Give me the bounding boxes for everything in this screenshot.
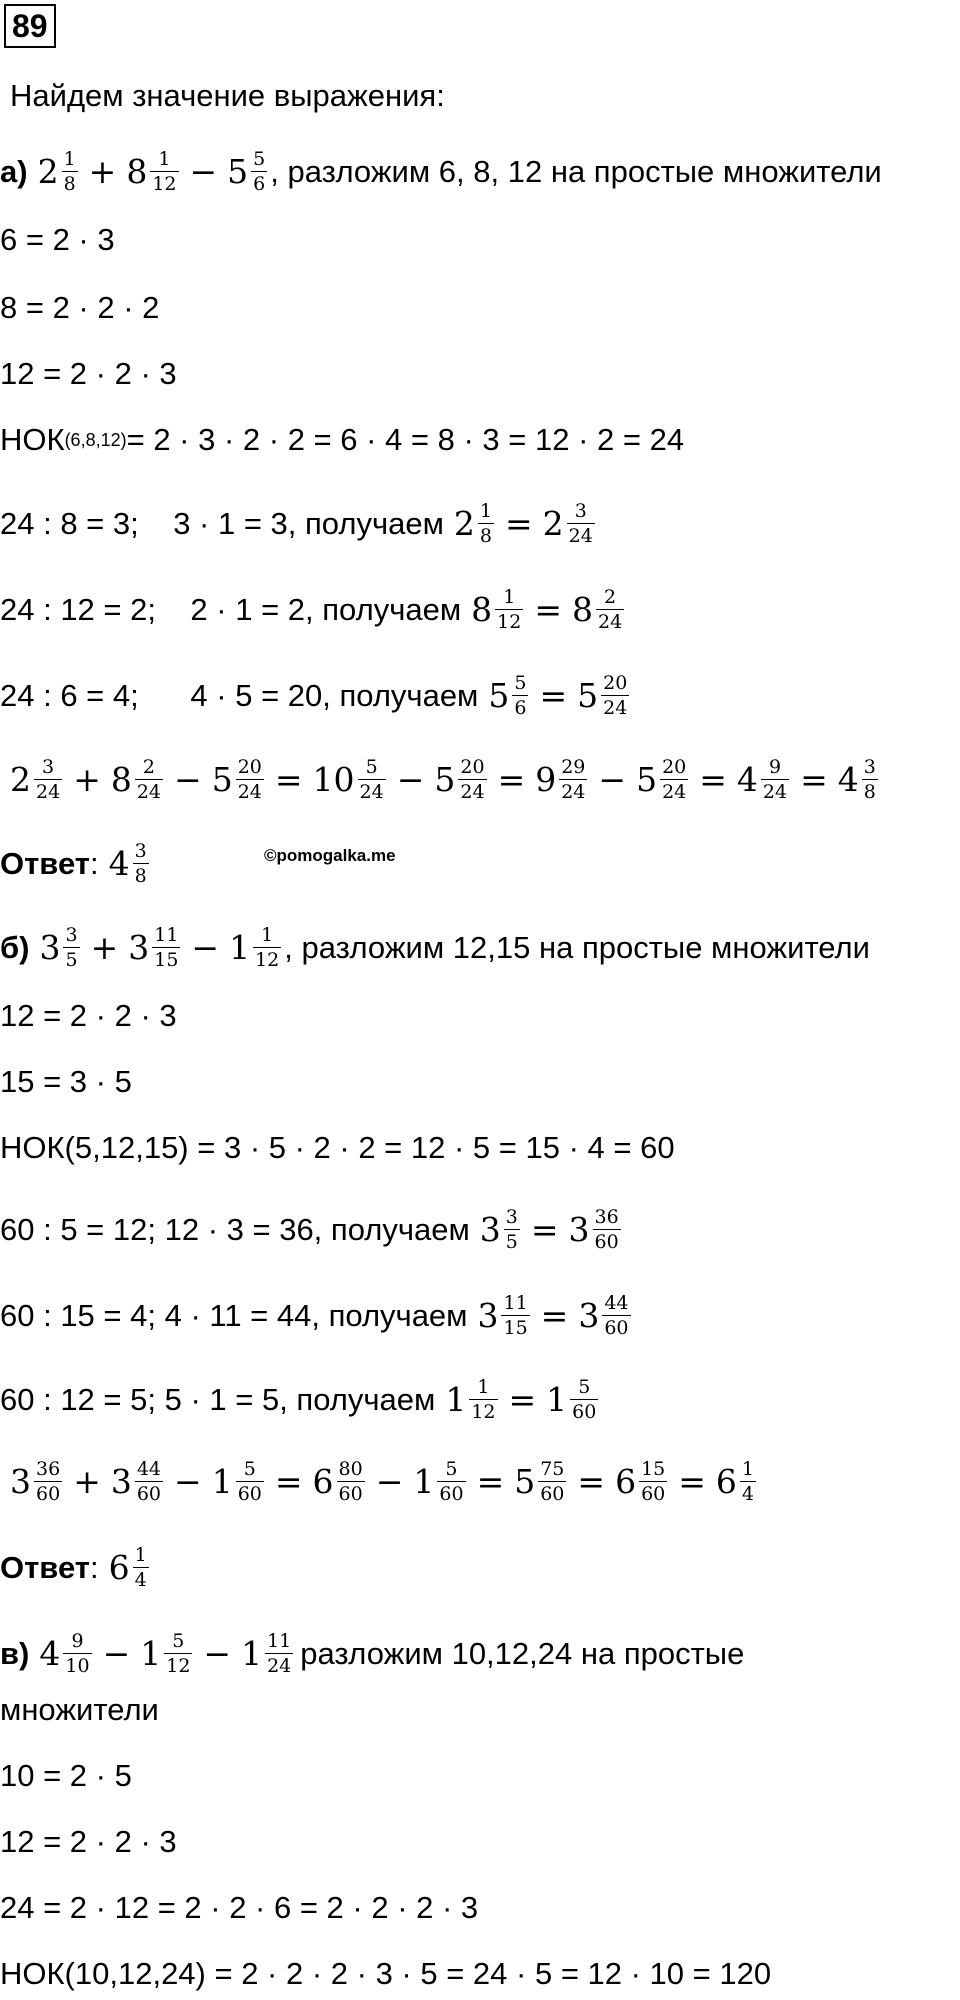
operator: − bbox=[598, 760, 627, 799]
part-a-factor-8: 8 = 2 · 2 · 2 bbox=[0, 290, 160, 325]
denominator: 24 bbox=[568, 525, 593, 547]
mixed-number bbox=[541, 502, 598, 546]
numerator: 1 bbox=[158, 148, 171, 170]
fraction bbox=[358, 758, 386, 802]
part-c-statement bbox=[0, 1632, 744, 1676]
mixed-number bbox=[37, 926, 82, 970]
fraction bbox=[265, 1632, 293, 1676]
mixed-number bbox=[452, 502, 497, 546]
part-a-step-2 bbox=[0, 588, 627, 632]
whole-part: 2 bbox=[10, 760, 31, 799]
part-c-factor-12: 12 = 2 · 2 · 3 bbox=[0, 1824, 177, 1859]
whole-part: 4 bbox=[736, 760, 758, 799]
part-b-expression bbox=[37, 926, 284, 970]
mixed-number bbox=[512, 1460, 569, 1504]
mixed-number bbox=[138, 1632, 195, 1676]
mixed-number bbox=[411, 1460, 468, 1504]
part-a-step-1 bbox=[0, 502, 598, 546]
mixed-number bbox=[109, 758, 166, 802]
whole-part: 6 bbox=[715, 1462, 737, 1501]
denominator: 5 bbox=[505, 1231, 518, 1253]
operator: = bbox=[539, 676, 568, 715]
part-b-lcm: НОК(5,12,15) = 3 · 5 · 2 · 2 = 12 · 5 = 15 · 4 = 60 bbox=[0, 1130, 675, 1165]
operator: = bbox=[577, 1462, 606, 1501]
numerator: 1 bbox=[63, 148, 76, 170]
part-c-expression bbox=[37, 1632, 296, 1676]
mixed-number bbox=[8, 1460, 65, 1504]
step-math bbox=[443, 1378, 601, 1422]
operator: = bbox=[800, 760, 828, 799]
whole-part: 6 bbox=[108, 1548, 130, 1587]
fraction bbox=[34, 1460, 62, 1504]
whole-part: 1 bbox=[413, 1462, 435, 1501]
fraction bbox=[34, 758, 62, 802]
mixed-number bbox=[126, 926, 183, 970]
denominator: 60 bbox=[439, 1483, 464, 1505]
denominator: 8 bbox=[863, 781, 876, 803]
step-text: 60 : 15 = 4; 4 · 11 = 44, получаем bbox=[0, 1298, 468, 1333]
watermark: ©pomogalka.me bbox=[264, 846, 396, 865]
whole-part: 6 bbox=[312, 1462, 334, 1501]
operator: = bbox=[497, 760, 526, 799]
whole-part: 3 bbox=[39, 928, 61, 967]
fraction bbox=[593, 1208, 621, 1252]
operator: = bbox=[508, 1380, 537, 1419]
numerator: 11 bbox=[154, 924, 179, 946]
part-c-label: в) bbox=[0, 1636, 30, 1671]
fraction bbox=[236, 758, 264, 802]
numerator: 3 bbox=[863, 756, 876, 778]
numerator: 5 bbox=[253, 148, 266, 170]
mixed-number bbox=[432, 758, 489, 802]
whole-part: 5 bbox=[514, 1462, 536, 1501]
fraction bbox=[601, 674, 629, 718]
numerator: 5 bbox=[578, 1376, 591, 1398]
denominator: 12 bbox=[166, 1655, 191, 1677]
fraction bbox=[253, 926, 281, 970]
numerator: 5 bbox=[365, 756, 378, 778]
whole-part: 8 bbox=[571, 590, 593, 629]
whole-part: 3 bbox=[110, 1462, 132, 1501]
part-b-step-1 bbox=[0, 1208, 624, 1252]
numerator: 1 bbox=[741, 1458, 754, 1480]
fraction bbox=[63, 1632, 91, 1676]
operator: − bbox=[189, 152, 218, 191]
denominator: 8 bbox=[134, 865, 147, 887]
part-b-factor-15: 15 = 3 · 5 bbox=[0, 1064, 132, 1099]
part-a-lcm bbox=[0, 420, 684, 460]
part-c-lcm: НОК(10,12,24) = 2 · 2 · 2 · 3 · 5 = 24 · 5 = 12 · 10 = 120 bbox=[0, 1956, 772, 1991]
fraction bbox=[602, 1294, 630, 1338]
part-a-step-3 bbox=[0, 674, 632, 718]
denominator: 60 bbox=[237, 1483, 262, 1505]
denominator: 60 bbox=[338, 1483, 363, 1505]
numerator: 80 bbox=[338, 1458, 363, 1480]
mixed-number bbox=[311, 1460, 368, 1504]
mixed-number bbox=[735, 758, 792, 802]
step-math bbox=[452, 502, 598, 546]
fraction bbox=[639, 1460, 667, 1504]
denominator: 24 bbox=[136, 781, 162, 803]
part-c-text-cont: множители bbox=[0, 1692, 159, 1727]
part-b-answer: Ответ : 6 $\frac{1}{4}$ bbox=[0, 1546, 152, 1590]
fraction bbox=[469, 1378, 497, 1422]
part-b-text: , разложим 12,15 на простые множители bbox=[284, 930, 870, 965]
operator: + bbox=[73, 760, 101, 799]
fraction bbox=[740, 1460, 756, 1504]
numerator: 9 bbox=[71, 1630, 84, 1652]
operator: + bbox=[88, 152, 117, 191]
fraction bbox=[862, 758, 878, 802]
fraction bbox=[62, 150, 78, 194]
lcm-rest: = 2 · 3 · 2 · 2 = 6 · 4 = 8 · 3 = 12 · 2 = 24 bbox=[126, 422, 685, 457]
part-a-factor-6: 6 = 2 · 3 bbox=[0, 222, 115, 257]
fraction bbox=[559, 758, 587, 802]
mixed-number bbox=[37, 1632, 94, 1676]
whole-part: 3 bbox=[477, 1296, 499, 1335]
whole-part: 1 bbox=[445, 1380, 467, 1419]
mixed-number bbox=[613, 1460, 670, 1504]
step-text: 24 : 12 = 2; 2 · 1 = 2, получаем bbox=[0, 592, 462, 627]
denominator: 60 bbox=[540, 1483, 565, 1505]
mixed-number bbox=[107, 842, 152, 886]
fraction bbox=[458, 758, 486, 802]
fraction bbox=[133, 842, 149, 886]
step-math bbox=[469, 588, 627, 632]
operator: − bbox=[174, 760, 202, 799]
whole-part: 8 bbox=[110, 760, 132, 799]
mixed-number bbox=[443, 1378, 500, 1422]
answer-math bbox=[107, 842, 152, 886]
denominator: 24 bbox=[561, 781, 586, 803]
answer-label: Ответ bbox=[0, 846, 90, 881]
problem-number: 89 bbox=[4, 4, 56, 48]
whole-part: 5 bbox=[636, 760, 658, 799]
step-text: 24 : 8 = 3; 3 · 1 = 3, получаем bbox=[0, 506, 444, 541]
fraction bbox=[133, 1546, 149, 1590]
mixed-number bbox=[634, 758, 691, 802]
whole-part: 3 bbox=[479, 1210, 501, 1249]
operator: − bbox=[203, 1634, 232, 1673]
denominator: 60 bbox=[604, 1317, 629, 1339]
denominator: 12 bbox=[497, 611, 522, 633]
part-a-label: а) bbox=[0, 154, 28, 189]
denominator: 6 bbox=[514, 697, 527, 719]
mixed-number bbox=[533, 758, 590, 802]
fraction bbox=[164, 1632, 192, 1676]
whole-part: 5 bbox=[227, 152, 249, 191]
operator: = bbox=[476, 1462, 505, 1501]
fraction bbox=[660, 758, 688, 802]
operator: + bbox=[90, 928, 119, 967]
fraction bbox=[567, 502, 595, 546]
operator: = bbox=[274, 1462, 303, 1501]
numerator: 20 bbox=[237, 756, 262, 778]
part-c-factor-10: 10 = 2 · 5 bbox=[0, 1758, 132, 1793]
mixed-number bbox=[36, 150, 81, 194]
step-math bbox=[478, 1208, 624, 1252]
denominator: 60 bbox=[572, 1401, 597, 1423]
denominator: 8 bbox=[63, 173, 76, 195]
operator: = bbox=[530, 1210, 559, 1249]
numerator: 3 bbox=[505, 1206, 518, 1228]
denominator: 6 bbox=[253, 173, 266, 195]
step-text: 60 : 5 = 12; 12 · 3 = 36, получаем bbox=[0, 1212, 470, 1247]
whole-part: 2 bbox=[37, 152, 59, 191]
whole-part: 2 bbox=[453, 504, 475, 543]
operator: − bbox=[396, 760, 425, 799]
numerator: 29 bbox=[561, 756, 586, 778]
mixed-number bbox=[210, 1460, 267, 1504]
calc-math bbox=[8, 758, 881, 802]
operator: = bbox=[534, 590, 562, 629]
denominator: 60 bbox=[36, 1483, 61, 1505]
part-b-factor-12: 12 = 2 · 2 · 3 bbox=[0, 998, 177, 1033]
numerator: 1 bbox=[503, 586, 516, 608]
numerator: 1 bbox=[479, 500, 492, 522]
step-math bbox=[475, 1294, 633, 1338]
denominator: 12 bbox=[255, 949, 280, 971]
denominator: 24 bbox=[662, 781, 687, 803]
lcm-subscript: (6,8,12) bbox=[64, 430, 127, 450]
numerator: 75 bbox=[540, 1458, 565, 1480]
denominator: 60 bbox=[594, 1231, 619, 1253]
numerator: 20 bbox=[603, 672, 628, 694]
part-c-factor-24: 24 = 2 · 12 = 2 · 2 · 6 = 2 · 2 · 2 · 3 bbox=[0, 1890, 479, 1925]
fraction bbox=[251, 150, 267, 194]
answer-label: Ответ bbox=[0, 1550, 90, 1585]
numerator: 3 bbox=[42, 756, 55, 778]
whole-part: 4 bbox=[39, 1634, 61, 1673]
whole-part: 5 bbox=[577, 676, 599, 715]
fraction bbox=[437, 1460, 465, 1504]
mixed-number bbox=[210, 758, 267, 802]
numerator: 2 bbox=[142, 756, 155, 778]
mixed-number bbox=[836, 758, 881, 802]
whole-part: 3 bbox=[568, 1210, 590, 1249]
step-text: 24 : 6 = 4; 4 · 5 = 20, получаем bbox=[0, 678, 479, 713]
numerator: 11 bbox=[503, 1292, 528, 1314]
mixed-number bbox=[486, 674, 531, 718]
denominator: 12 bbox=[152, 173, 177, 195]
part-a-calculation bbox=[8, 758, 881, 802]
whole-part: 3 bbox=[128, 928, 150, 967]
numerator: 36 bbox=[594, 1206, 619, 1228]
denominator: 24 bbox=[267, 1655, 292, 1677]
denominator: 24 bbox=[762, 781, 788, 803]
mixed-number bbox=[478, 1208, 523, 1252]
mixed-number bbox=[311, 758, 389, 802]
numerator: 20 bbox=[662, 756, 687, 778]
whole-part: 2 bbox=[542, 504, 564, 543]
whole-part: 6 bbox=[615, 1462, 637, 1501]
part-b-calculation bbox=[8, 1460, 759, 1504]
part-b-step-3 bbox=[0, 1378, 601, 1422]
mixed-number bbox=[544, 1378, 601, 1422]
denominator: 12 bbox=[471, 1401, 496, 1423]
numerator: 44 bbox=[136, 1458, 162, 1480]
answer-math bbox=[107, 1546, 152, 1590]
denominator: 24 bbox=[597, 611, 623, 633]
operator: = bbox=[540, 1296, 569, 1335]
numerator: 20 bbox=[460, 756, 485, 778]
whole-part: 1 bbox=[211, 1462, 233, 1501]
whole-part: 1 bbox=[229, 928, 251, 967]
part-a-text: , разложим 6, 8, 12 на простые множители bbox=[270, 154, 882, 189]
operator: = bbox=[699, 760, 727, 799]
whole-part: 3 bbox=[578, 1296, 600, 1335]
whole-part: 5 bbox=[211, 760, 233, 799]
whole-part: 8 bbox=[471, 590, 493, 629]
denominator: 24 bbox=[460, 781, 485, 803]
fraction bbox=[152, 926, 180, 970]
part-c-text: разложим 10,12,24 на простые bbox=[300, 1636, 745, 1671]
mixed-number bbox=[576, 1294, 633, 1338]
part-a-factor-12: 12 = 2 · 2 · 3 bbox=[0, 356, 177, 391]
operator: − bbox=[174, 1462, 202, 1501]
mixed-number bbox=[570, 588, 627, 632]
part-a-answer: Ответ : 4 $\frac{3}{8}$ bbox=[0, 842, 152, 886]
numerator: 5 bbox=[514, 672, 527, 694]
fraction bbox=[512, 674, 528, 718]
denominator: 8 bbox=[479, 525, 492, 547]
operator: = bbox=[274, 760, 303, 799]
fraction bbox=[63, 926, 79, 970]
fraction bbox=[135, 1460, 163, 1504]
denominator: 4 bbox=[134, 1569, 147, 1591]
mixed-number bbox=[714, 1460, 759, 1504]
operator: + bbox=[73, 1462, 101, 1501]
whole-part: 9 bbox=[535, 760, 557, 799]
calc-math bbox=[8, 1460, 759, 1504]
mixed-number bbox=[109, 1460, 166, 1504]
numerator: 1 bbox=[134, 1544, 147, 1566]
fraction bbox=[337, 1460, 365, 1504]
whole-part: 5 bbox=[488, 676, 510, 715]
part-a-expression bbox=[36, 150, 271, 194]
whole-part: 1 bbox=[546, 1380, 568, 1419]
whole-part: 8 bbox=[126, 152, 148, 191]
numerator: 9 bbox=[768, 756, 782, 778]
mixed-number bbox=[227, 926, 284, 970]
operator: − bbox=[191, 928, 220, 967]
numerator: 3 bbox=[65, 924, 78, 946]
denominator: 5 bbox=[65, 949, 78, 971]
operator: = bbox=[678, 1462, 706, 1501]
fraction bbox=[478, 502, 494, 546]
numerator: 11 bbox=[267, 1630, 292, 1652]
operator: − bbox=[375, 1462, 404, 1501]
numerator: 3 bbox=[574, 500, 587, 522]
whole-part: 4 bbox=[108, 844, 130, 883]
part-b-statement bbox=[0, 926, 870, 970]
whole-part: 3 bbox=[10, 1462, 31, 1501]
denominator: 24 bbox=[36, 781, 61, 803]
mixed-number bbox=[107, 1546, 152, 1590]
fraction bbox=[236, 1460, 264, 1504]
mixed-number bbox=[124, 150, 181, 194]
operator: = bbox=[505, 504, 533, 543]
fraction bbox=[150, 150, 178, 194]
whole-part: 1 bbox=[140, 1634, 162, 1673]
whole-part: 4 bbox=[837, 760, 859, 799]
denominator: 4 bbox=[741, 1483, 754, 1505]
mixed-number bbox=[475, 1294, 532, 1338]
fraction bbox=[495, 588, 523, 632]
fraction bbox=[596, 588, 624, 632]
numerator: 36 bbox=[36, 1458, 61, 1480]
operator: − bbox=[102, 1634, 131, 1673]
numerator: 5 bbox=[243, 1458, 256, 1480]
mixed-number bbox=[575, 674, 632, 718]
denominator: 60 bbox=[136, 1483, 162, 1505]
numerator: 44 bbox=[604, 1292, 629, 1314]
whole-part: 1 bbox=[241, 1634, 263, 1673]
mixed-number bbox=[239, 1632, 296, 1676]
intro-text: Найдем значение выражения: bbox=[10, 78, 445, 113]
fraction bbox=[538, 1460, 566, 1504]
denominator: 15 bbox=[503, 1317, 528, 1339]
numerator: 2 bbox=[604, 586, 617, 608]
numerator: 1 bbox=[477, 1376, 490, 1398]
step-math bbox=[486, 674, 632, 718]
fraction bbox=[501, 1294, 529, 1338]
part-b-step-2 bbox=[0, 1294, 634, 1338]
fraction bbox=[135, 758, 163, 802]
whole-part: 10 bbox=[312, 760, 355, 799]
part-a-statement bbox=[0, 150, 882, 194]
denominator: 24 bbox=[359, 781, 384, 803]
mixed-number bbox=[225, 150, 270, 194]
mixed-number bbox=[567, 1208, 624, 1252]
lcm-prefix: НОК bbox=[0, 422, 65, 457]
numerator: 5 bbox=[172, 1630, 185, 1652]
numerator: 5 bbox=[445, 1458, 458, 1480]
fraction bbox=[504, 1208, 520, 1252]
whole-part: 5 bbox=[434, 760, 456, 799]
numerator: 15 bbox=[641, 1458, 666, 1480]
denominator: 10 bbox=[65, 1655, 90, 1677]
denominator: 24 bbox=[237, 781, 262, 803]
part-b-label: б) bbox=[0, 930, 30, 965]
step-text: 60 : 12 = 5; 5 · 1 = 5, получаем bbox=[0, 1382, 436, 1417]
numerator: 1 bbox=[261, 924, 274, 946]
mixed-number bbox=[8, 758, 65, 802]
denominator: 60 bbox=[641, 1483, 666, 1505]
denominator: 24 bbox=[603, 697, 628, 719]
mixed-number bbox=[469, 588, 526, 632]
numerator: 3 bbox=[134, 840, 147, 862]
denominator: 15 bbox=[154, 949, 179, 971]
fraction bbox=[761, 758, 789, 802]
fraction bbox=[570, 1378, 598, 1422]
